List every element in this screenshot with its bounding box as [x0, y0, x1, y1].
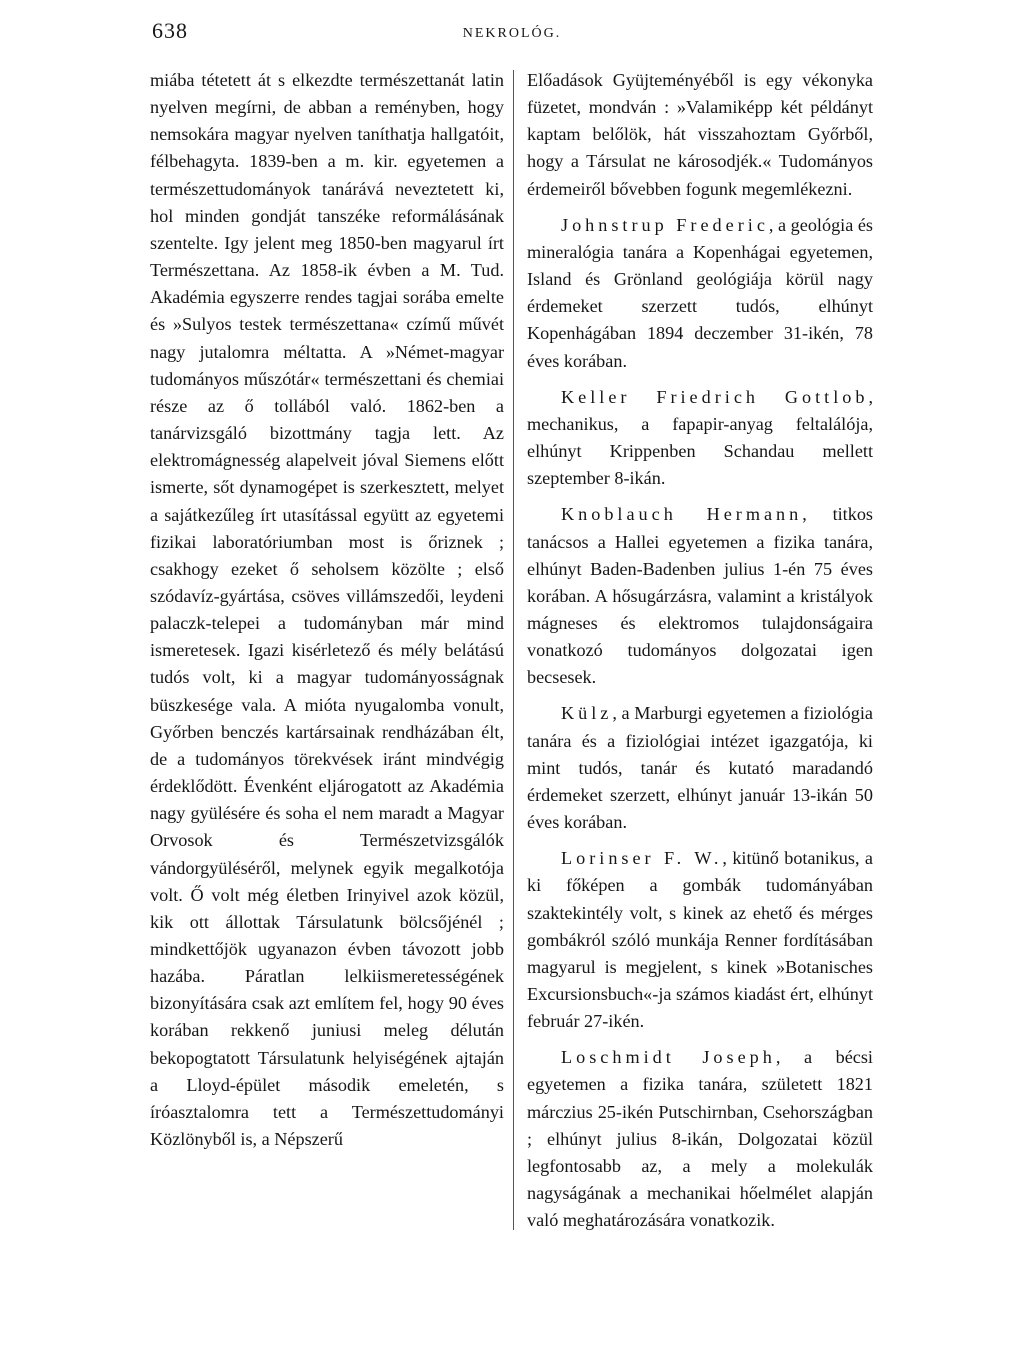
entry-name: Keller Friedrich Gottlob [561, 386, 869, 407]
right-column [527, 67, 873, 1234]
obituary-entry [527, 212, 873, 375]
entry-name: Knoblauch Hermann [561, 504, 803, 525]
entry-text: , a bécsi egyetemen a fizika tanára, született 1821 márczius 25-ikén Putschirnban, Csehországban ; elhúnyt julius 8-ikán, Dolgozatai közül legfontosabb az, a mely a molekulák nagyságának a mechanikai hőelmélet alapján való meghatározására vonatkozik. [527, 1047, 873, 1231]
entry-text: , kitünő botanikus, a ki főképen a gombák tudományában szaktekintély volt, s kinek az ehető és mérges gombákról szóló munkája Renner fordításában magyarul is megjelent, s kinek »Botanisches Excursionsbuch«-ja számos kiadást ért, elhúnyt február 27-ikén. [527, 848, 873, 1032]
entry-text: , a geológia és mineralógia tanára a Kopenhágai egyetemen, Island és Grönland geológiája körül nagy érdemeket szerzett tudós, elhúnyt Kopenhágában 1894 deczember 31-ikén, 78 éves korában. [527, 214, 874, 371]
left-column [150, 67, 504, 1153]
obituary-entry [527, 384, 873, 493]
left-column-text: miába tétetett át s elkezdte természettanát latin nyelven megírni, de abban a reményben, hogy nemsokára magyar nyelven taníthatja hallgatóit, félbehagyta. 1839-ben a m. kir. egyetemen a természettudományok tanárává neveztetett ki, hol minden gondját tanszéke reformálásának szentelte. Igy jelent meg 1850-ben magyarul írt Természettana. Az 1858-ik évben a M. Tud. Akadémia egyszerre rendes tagjai sorába emelte és »Sulyos testek természettana« czímű művét nagy jutalomra méltatta. A »Német-magyar tudományos műszótár« természettani és chemiai része az ő tollából való. 1862-ben a tanárvizsgáló bizottmány tagja lett. Az elektromágnesség alapelveit jóval Siemens előtt ismerte, sőt dynamogépet is szerkesztett, melyet a sajátkezűleg írt utasítással együtt az egyetemi fizikai laboratóriumban most is őriznek ; csakhogy ezeket ő seholsem közölte ; első szódavíz-gyártása, csöves villámszedői, leydeni palaczk-telepei a tudományban már mind ismeretesek. Igazi kisérletező és mély belátású tudós volt, ki a magyar tudományosságnak büszkesége vala. A mióta nyugalomba vonult, Győrben benczés kartársainak rendházában élt, de a tudományos törekvések iránt mindvégig érdeklődött. Évenként eljárogatott az Akadémia nagy gyülésére és soha el nem maradt a Magyar Orvosok és Természetvizsgálók vándorgyüléséről, melynek egyik megalkotója volt. Ő volt még életben Irinyivel azok közül, kik ott állottak Társulatunk bölcsőjénél ; mindkettőjök ugyanazon évben távozott jobb hazába. Páratlan lelkiismeretességének bizonyítására csak azt említem fel, hogy 90 éves korában rekkenő juniusi meleg délután bekopogtatott Társulatunk helyiségének ajtaján a Lloyd-épület második emeletén, s íróasztalomra tett a Természettudományi Közlönyből is, a Népszerű [150, 70, 504, 1150]
obituary-entry [527, 700, 873, 836]
entry-text: , a Marburgi egyetemen a fiziológia tanára és a fiziológiai intézet igazgatója, ki mint tudós, tanár és kutató maradandó érdemeket szerzett, elhúnyt január 13-ikán 50 éves korában. [527, 703, 873, 833]
entry-name: Lorinser F. W. [561, 848, 723, 869]
obituary-entry [527, 1044, 873, 1234]
continuation-text: Előadások Gyüjteményéből is egy vékonyka füzetet, mondván : »Valamiképp két példányt kaptam belőlök, hát visszahoztam Győrből, hogy a Társulat ne károsodjék.« Tudományos érdemeiről bővebben fogunk megemlékezni. [527, 70, 873, 199]
entry-name: Loschmidt Joseph [561, 1047, 776, 1068]
running-head: NEKROLÓG. [462, 26, 562, 41]
entry-name: Külz [561, 703, 613, 724]
entry-name: Johnstrup Frederic [561, 214, 769, 235]
entry-text: , titkos tanácsos a Hallei egyetemen a fizika tanára, elhúnyt Baden-Badenben julius 1-én 75 éves korában. A hősugárzásra, valamint a kristályok mágneses és elektromos tulajdonságaira vonatkozó tudományos dolgozatai igen becsesek. [527, 504, 873, 688]
column-divider [513, 70, 514, 1230]
entry-text: , mechanikus, a fapapir-anyag feltalálója, elhúnyt Krippenben Schandau mellett szeptember 8-ikán. [527, 386, 873, 489]
page-number: 638 [152, 18, 188, 43]
obituary-entry [527, 845, 873, 1035]
obituary-entry [527, 501, 873, 691]
